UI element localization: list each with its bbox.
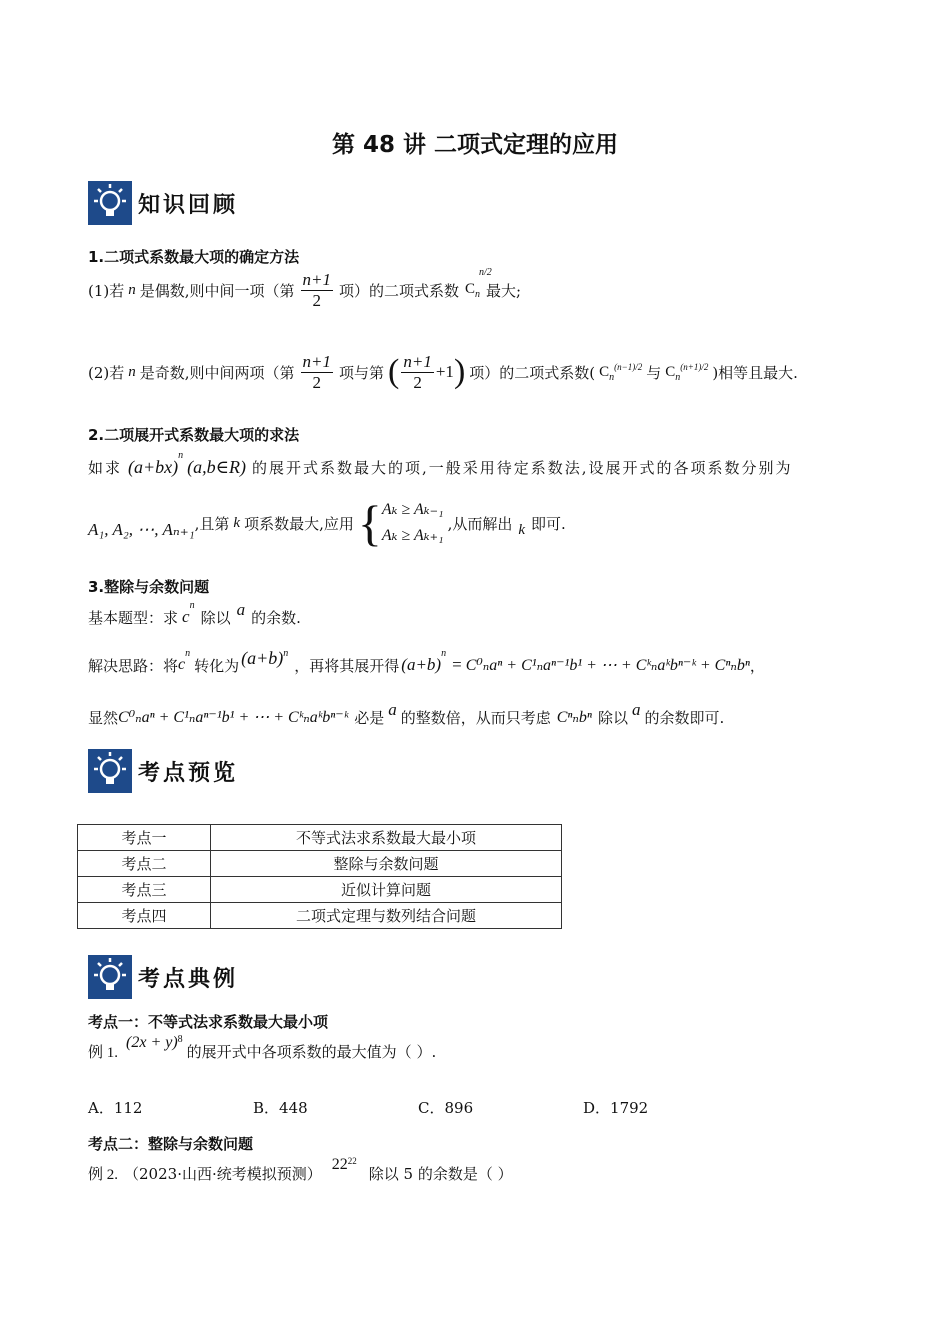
option-a xyxy=(88,1097,142,1118)
math-expr: C⁰ₙaⁿ + C¹ₙaⁿ⁻¹b¹ + ⋯ + Cᵏₙaᵏbⁿ⁻ᵏ xyxy=(118,709,349,726)
math-base: 22 xyxy=(331,1156,348,1173)
table-row xyxy=(78,903,562,929)
text: )相等且最大. xyxy=(712,363,798,382)
inequality: Aₖ ≥ Aₖ₋₁ xyxy=(381,501,444,518)
math-expr: (2x + y) xyxy=(126,1034,178,1051)
math-exponent: 8 xyxy=(177,1034,183,1045)
section-banner-preview xyxy=(88,748,238,794)
example-label: 例 2. xyxy=(88,1166,119,1183)
math-exponent: n xyxy=(283,648,289,659)
exam-points-table xyxy=(77,824,562,929)
table-row xyxy=(78,825,562,851)
section-heading-1: 1.二项式系数最大项的确定方法 xyxy=(88,248,300,266)
math-expr: C⁰ₙaⁿ + C¹ₙaⁿ⁻¹b¹ + ⋯ + Cᵏₙaᵏbⁿ⁻ᵏ + Cⁿₙbⁿ xyxy=(465,657,750,674)
option-b xyxy=(253,1097,308,1118)
math-exponent: n xyxy=(189,600,195,611)
text: 项）的二项式系数 xyxy=(339,281,460,300)
math-exponent: n xyxy=(185,648,191,659)
table-cell-key: 考点三 xyxy=(78,877,211,903)
inequality: Aₖ ≥ Aₖ₊₁ xyxy=(381,527,444,544)
binom-coef: $C_n$ n/2 xyxy=(465,266,492,300)
table-cell-key: 考点二 xyxy=(78,851,211,877)
binom-coef: $C_n^{(n+1)/2}$ xyxy=(665,361,709,383)
denominator: 2 xyxy=(413,372,422,392)
math-expr: A₁, A₂, ⋯, Aₙ₊₁ xyxy=(88,520,195,539)
fraction xyxy=(401,352,433,393)
text: ， xyxy=(749,656,765,675)
text: 是奇数,则中间两项（第 xyxy=(139,363,295,382)
page-title: 第 48 讲 二项式定理的应用 xyxy=(331,132,619,158)
math-var: a xyxy=(388,700,397,719)
section-banner-examples xyxy=(88,954,238,1000)
example-1-question xyxy=(88,1034,436,1068)
fraction xyxy=(301,352,333,393)
math-var: c xyxy=(178,656,186,673)
text: 的整数倍，从而只考虑 xyxy=(400,708,551,727)
section-heading-2: 2.二项展开式系数最大项的求法 xyxy=(88,426,300,444)
section-heading-3: 3.整除与余数问题 xyxy=(88,578,210,596)
text: 项）的二项式系数( xyxy=(469,363,596,382)
text: ,从而解出 xyxy=(447,514,513,533)
option-letter: B． xyxy=(253,1099,280,1117)
table-cell-key: 考点四 xyxy=(78,903,211,929)
text: 的余数即可. xyxy=(644,708,725,727)
math-expr: Cⁿₙbⁿ xyxy=(556,709,592,726)
s3-line-2 xyxy=(88,648,765,682)
table-cell-value: 整除与余数问题 xyxy=(211,851,562,877)
brace: { xyxy=(357,495,382,551)
question-source: （2023·山西·统考模拟预测） xyxy=(124,1164,322,1183)
denominator: 2 xyxy=(312,372,322,392)
example-label: 例 1. xyxy=(88,1044,119,1061)
math-var: a xyxy=(236,600,246,619)
binom-coef: $C_n^{(n-1)/2}$ xyxy=(599,361,643,383)
math-exponent: n xyxy=(178,450,184,461)
example-2-heading: 考点二：整除与余数问题 xyxy=(88,1135,254,1153)
text: 即可. xyxy=(531,514,566,533)
lightbulb-icon xyxy=(88,749,132,793)
text: ，再将其展开得 xyxy=(294,656,400,675)
option-letter: A． xyxy=(88,1099,114,1117)
s3-line-1 xyxy=(88,600,301,634)
text: 项系数最大,应用 xyxy=(244,514,354,533)
text: 如求 xyxy=(88,458,123,477)
math-expr: (a+b) xyxy=(241,648,284,668)
math-exponent: 22 xyxy=(347,1156,357,1166)
numerator: n+1 xyxy=(302,269,332,289)
text: 基本题型：求 xyxy=(88,608,179,627)
text: 的展开式系数最大的项,一般采用待定系数法,设展开式的各项系数分别为 xyxy=(251,458,793,477)
math-var: c xyxy=(182,607,190,626)
math-expr: (a+bx) xyxy=(128,456,179,477)
option-value: 896 xyxy=(444,1099,474,1117)
text: 转化为 xyxy=(194,656,240,675)
table-cell-key: 考点一 xyxy=(78,825,211,851)
example-2-question xyxy=(88,1156,513,1190)
option-letter: D． xyxy=(583,1099,611,1117)
text: (2)若 xyxy=(88,363,125,382)
numerator: n+1 xyxy=(302,351,332,371)
math-text: +1 xyxy=(435,362,454,381)
table-cell-value: 不等式法求系数最大最小项 xyxy=(211,825,562,851)
math-expr: (a,b∈R) xyxy=(187,456,246,477)
question-text: 除以 5 的余数是（ ） xyxy=(368,1164,513,1183)
text: 的余数. xyxy=(251,608,301,627)
s1-line-2 xyxy=(88,346,798,398)
s1-line-1 xyxy=(88,266,521,314)
lightbulb-icon xyxy=(88,955,132,999)
numerator: n+1 xyxy=(403,351,432,371)
text: 项与第 xyxy=(339,363,385,382)
math-expr: (a+b) xyxy=(401,655,442,674)
option-c xyxy=(418,1097,473,1118)
lightbulb-icon xyxy=(88,181,132,225)
math-var: n xyxy=(128,363,136,380)
math-var: n xyxy=(128,281,136,298)
text: 除以 xyxy=(597,708,628,727)
math-var: k xyxy=(233,514,241,531)
text: 必是 xyxy=(354,708,385,727)
text: 除以 xyxy=(200,608,231,627)
text: 是偶数,则中间一项（第 xyxy=(139,281,295,300)
math-var: k xyxy=(518,521,526,538)
section-banner-review xyxy=(88,180,238,226)
banner-title: 考点典例 xyxy=(138,965,239,992)
fraction xyxy=(301,270,333,311)
s2-line-2 xyxy=(88,492,566,554)
text: 解决思路：将 xyxy=(88,656,179,675)
banner-title: 知识回顾 xyxy=(138,191,239,218)
table-row xyxy=(78,877,562,903)
denominator: 2 xyxy=(312,290,322,310)
banner-title: 考点预览 xyxy=(138,759,239,786)
s3-line-3 xyxy=(88,700,724,734)
text: 与 xyxy=(646,363,662,382)
text: 显然 xyxy=(88,708,119,727)
table-cell-value: 近似计算问题 xyxy=(211,877,562,903)
example-1-heading: 考点一：不等式法求系数最大最小项 xyxy=(88,1013,329,1031)
table-row xyxy=(78,851,562,877)
option-d xyxy=(583,1097,648,1118)
s2-line-1 xyxy=(88,450,793,484)
paren-open: ( xyxy=(388,353,400,390)
text: 最大; xyxy=(486,281,522,300)
text: ,且第 xyxy=(194,514,230,533)
option-letter: C． xyxy=(418,1099,445,1117)
option-value: 112 xyxy=(113,1099,143,1117)
math-var: a xyxy=(631,700,641,719)
inequality-system xyxy=(358,497,444,549)
math-op: = xyxy=(452,655,462,674)
math-exponent: n xyxy=(441,648,447,659)
option-value: 448 xyxy=(279,1099,308,1117)
option-value: 1792 xyxy=(610,1099,649,1117)
paren-close: ) xyxy=(453,353,466,390)
table-cell-value: 二项式定理与数列结合问题 xyxy=(211,903,562,929)
text: (1)若 xyxy=(88,281,125,300)
question-text: 的展开式中各项系数的最大值为（ ）. xyxy=(186,1042,437,1061)
